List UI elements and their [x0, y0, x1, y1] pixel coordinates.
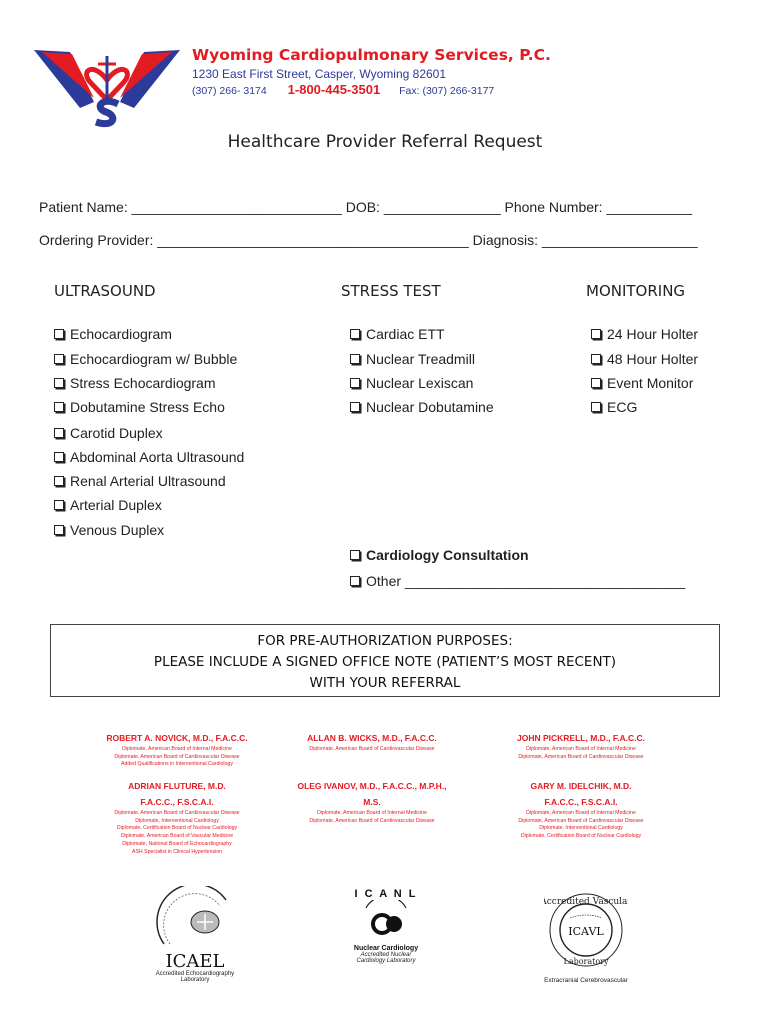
option-label: Stress Echocardiogram [70, 375, 216, 391]
icanl-caption: Accredited Nuclear [360, 952, 412, 958]
physician-block [87, 730, 267, 769]
icael-emblem-icon [150, 886, 240, 948]
physician-block [491, 778, 671, 841]
option-label: Event Monitor [607, 375, 694, 391]
checkbox-option[interactable] [591, 351, 698, 367]
checkbox[interactable] [350, 329, 360, 339]
physician-credential: Diplomate, Certification Board of Nuclear Cardiology [520, 833, 642, 840]
physician-block [282, 778, 462, 825]
checkbox[interactable] [54, 525, 64, 535]
contact-row [192, 82, 494, 97]
icanl-caption: Nuclear Cardiology [353, 945, 419, 952]
physician-name: ADRIAN FLUTURE, M.D. [128, 781, 226, 791]
fax-number: Fax: (307) 266-3177 [399, 85, 495, 97]
provider-info-line[interactable]: Ordering Provider: ________________________________________ Diagnosis: ____________________ [39, 232, 698, 248]
physician-credential: Diplomate, American Board of Internal Medicine [122, 746, 232, 752]
option-label: Dobutamine Stress Echo [70, 399, 225, 415]
checkbox-option[interactable] [54, 522, 164, 538]
physician-name: F.A.C.C., F.S.C.A.I. [544, 797, 618, 807]
icael-caption: Accredited Echocardiography [155, 971, 235, 977]
checkbox[interactable] [350, 402, 360, 412]
checkbox-option[interactable] [591, 399, 637, 415]
physician-credential: Diplomate, American Board of Cardiovascular Disease [309, 817, 435, 824]
icavl-emblem-icon [544, 888, 628, 972]
icavl-arc-top: Accredited Vascular [544, 897, 628, 907]
patient-info-line[interactable]: Patient Name: ___________________________ DOB: _______________ Phone Number: ___________ [39, 199, 693, 215]
option-label: Nuclear Dobutamine [366, 399, 494, 415]
physician-credential: Diplomate, American Board of Vascular Medicine [120, 833, 234, 840]
physician-credential: Diplomate, American Board of Internal Medicine [317, 810, 427, 816]
checkbox-option[interactable] [54, 399, 225, 415]
physician-name: ALLAN B. WICKS, M.D., F.A.C.C. [307, 733, 437, 743]
toll-free-number: 1-800-445-3501 [287, 82, 381, 97]
physician-name: JOHN PICKRELL, M.D., F.A.C.C. [517, 733, 645, 743]
company-logo [32, 42, 182, 130]
option-label: Echocardiogram [70, 326, 172, 342]
physician-block [87, 778, 267, 856]
stress-test-heading: STRESS TEST [341, 282, 441, 300]
physician-credential: ASH Specialist in Clinical Hypertension [132, 848, 222, 855]
checkbox[interactable] [591, 354, 601, 364]
option-label: Arterial Duplex [70, 497, 162, 513]
physician-credential: Diplomate, National Board of Echocardiography [122, 840, 232, 847]
checkbox[interactable] [350, 378, 360, 388]
physician-name: M.S. [363, 797, 381, 807]
physician-block [282, 730, 462, 754]
checkbox-option[interactable] [54, 497, 162, 513]
physician-credential: Diplomate, Certification Board of Nuclear Cardiology [116, 825, 238, 832]
checkbox-option[interactable] [54, 449, 244, 465]
physician-name: GARY M. IDELCHIK, M.D. [530, 781, 632, 791]
icanl-caption: Cardiology Laboratory [356, 958, 416, 964]
authorization-notice [50, 624, 720, 697]
checkbox-option[interactable] [350, 351, 475, 367]
option-label: Cardiology Consultation [366, 547, 529, 563]
physician-credential: Diplomate, Interventional Cardiology [539, 825, 623, 832]
icael-caption: Laboratory [180, 977, 210, 983]
option-label: 48 Hour Holter [607, 351, 699, 367]
option-label: Abdominal Aorta Ultrasound [70, 449, 245, 465]
physician-credential: Diplomate, Interventional Cardiology [135, 817, 219, 824]
physician-credential: Diplomate, American Board of Cardiovascular Disease [518, 753, 644, 760]
physician-credential: Diplomate, American Board of Cardiovascular Disease [518, 817, 644, 824]
checkbox-option-consultation[interactable] [350, 547, 529, 563]
icanl-letters: I C A N L [354, 888, 418, 900]
ultrasound-heading: ULTRASOUND [54, 282, 156, 300]
option-label: Nuclear Lexiscan [366, 375, 474, 391]
option-label: Nuclear Treadmill [366, 351, 475, 367]
icael-seal [140, 886, 250, 983]
icavl-caption: Extracranial Cerebrovascular [544, 977, 628, 984]
physician-credential: Diplomate, American Board of Internal Medicine [526, 746, 636, 752]
physician-name: ROBERT A. NOVICK, M.D., F.A.C.C. [106, 733, 248, 743]
option-label: Cardiac ETT [366, 326, 445, 342]
icavl-seal [536, 888, 636, 984]
option-label: Renal Arterial Ultrasound [70, 473, 226, 489]
physician-credential: Diplomate, American Board of Cardiovascular Disease [309, 746, 435, 752]
checkbox-option[interactable] [350, 326, 445, 342]
authorization-line: FOR PRE-AUTHORIZATION PURPOSES: [257, 633, 513, 649]
icavl-mark: ICAVL [568, 925, 604, 938]
checkbox[interactable] [54, 428, 64, 438]
physician-credential: Diplomate, American Board of Cardiovascular Disease [114, 810, 240, 816]
checkbox-option[interactable] [350, 399, 494, 415]
icael-name: ICAEL [165, 951, 225, 972]
physician-name: F.A.C.C., F.S.C.A.I. [140, 797, 214, 807]
icanl-emblem-icon [356, 900, 416, 940]
checkbox[interactable] [54, 452, 64, 462]
checkbox-option[interactable] [54, 473, 226, 489]
physician-name: OLEG IVANOV, M.D., F.A.C.C., M.P.H., [297, 781, 447, 791]
checkbox-option[interactable] [54, 326, 172, 342]
physician-credential: Diplomate, American Board of Cardiovascular Disease [114, 753, 240, 760]
phone-number: (307) 266- 3174 [192, 85, 267, 97]
page-title: Healthcare Provider Referral Request [227, 132, 543, 152]
clinic-address: 1230 East First Street, Casper, Wyoming 82601 [192, 67, 447, 81]
checkbox-option-other[interactable] [350, 573, 685, 589]
icavl-arc-bottom: Laboratory [563, 957, 609, 966]
checkbox-option[interactable] [54, 375, 216, 391]
option-label: ECG [607, 399, 638, 415]
checkbox[interactable] [591, 402, 601, 412]
physician-credential: Added Qualifications in Interventional Cardiology [121, 761, 233, 768]
option-label: Carotid Duplex [70, 425, 163, 441]
authorization-line: WITH YOUR REFERRAL [309, 675, 461, 691]
checkbox-option[interactable] [591, 326, 698, 342]
checkbox-option[interactable] [54, 351, 237, 367]
checkbox[interactable] [54, 500, 64, 510]
checkbox[interactable] [350, 576, 360, 586]
icanl-seal [336, 888, 436, 964]
checkbox[interactable] [54, 354, 64, 364]
checkbox[interactable] [350, 550, 360, 560]
physician-block [491, 730, 671, 761]
checkbox[interactable] [54, 329, 64, 339]
checkbox[interactable] [54, 378, 64, 388]
option-label: 24 Hour Holter [607, 326, 699, 342]
checkbox[interactable] [350, 354, 360, 364]
checkbox[interactable] [54, 476, 64, 486]
monitoring-heading: MONITORING [586, 282, 686, 300]
checkbox[interactable] [591, 329, 601, 339]
option-label: Venous Duplex [70, 522, 165, 538]
authorization-line: PLEASE INCLUDE A SIGNED OFFICE NOTE (PATIENT’S MOST RECENT) [153, 654, 617, 670]
option-label: Other ____________________________________ [366, 573, 686, 589]
option-label: Echocardiogram w/ Bubble [70, 351, 238, 367]
checkbox[interactable] [54, 402, 64, 412]
checkbox-option[interactable] [350, 375, 473, 391]
checkbox-option[interactable] [591, 375, 693, 391]
checkbox-option[interactable] [54, 425, 163, 441]
physician-credential: Diplomate, American Board of Internal Medicine [526, 810, 636, 816]
clinic-name: Wyoming Cardiopulmonary Services, P.C. [192, 46, 551, 64]
checkbox[interactable] [591, 378, 601, 388]
